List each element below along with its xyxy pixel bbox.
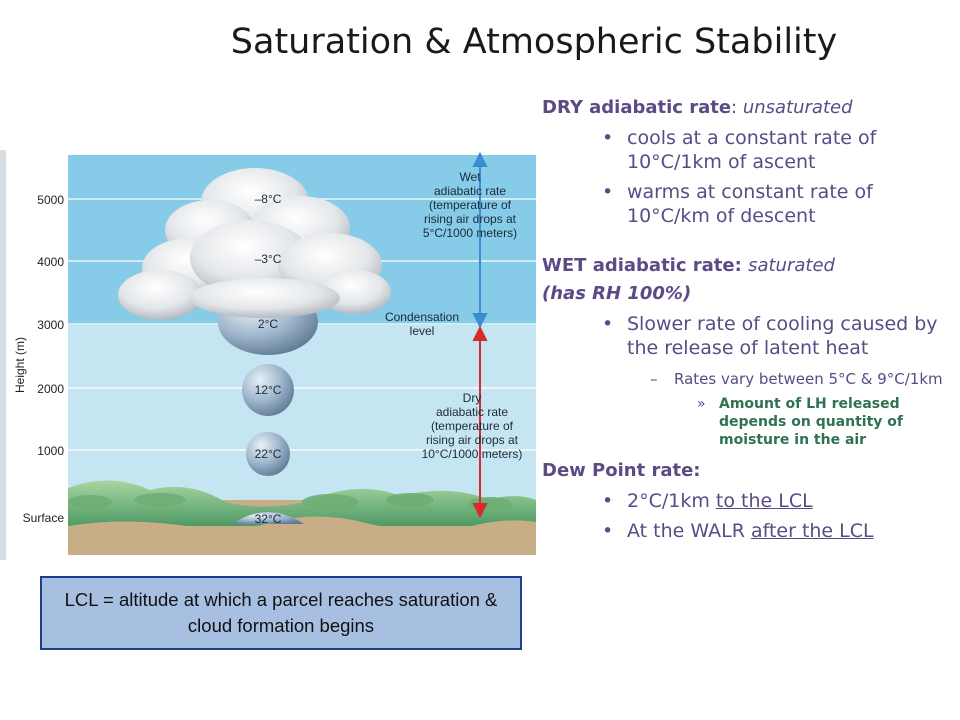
dry-bullet-ascent: • cools at a constant rate of 10°C/1km of ascent: [542, 126, 952, 174]
dew-bullets: [542, 489, 952, 543]
svg-text:(temperature of: (temperature of: [430, 419, 514, 433]
temp-minus8: –8°C: [254, 192, 282, 206]
svg-text:level: level: [409, 324, 435, 338]
wet-bullets: [542, 312, 952, 449]
y-tick-3000: 3000: [37, 318, 64, 332]
temp-12: 12°C: [254, 383, 282, 397]
y-axis-label: Height (m): [13, 336, 27, 394]
svg-text:10°C/1000 meters): 10°C/1000 meters): [421, 447, 523, 461]
svg-text:Condensation: Condensation: [384, 310, 460, 324]
wet-sub-bullet: – Rates vary between 5°C & 9°C/1km: [542, 370, 952, 389]
slide-title: Saturation & Atmospheric Stability: [230, 22, 838, 62]
dry-bullets: [542, 126, 952, 228]
to-the-lcl-link[interactable]: to the LCL: [715, 490, 813, 512]
dew-bullet-1: • 2°C/1km to the LCL: [542, 489, 952, 513]
svg-text:5°C/1000 meters): 5°C/1000 meters): [422, 226, 518, 240]
text-panel: [542, 96, 952, 543]
dry-bullet-descent: • warms at constant rate of 10°C/km of descent: [542, 180, 952, 228]
dew-heading: Dew Point rate:: [542, 460, 701, 481]
svg-text:Wet: Wet: [459, 170, 481, 184]
temp-22: 22°C: [254, 447, 282, 461]
svg-text:(temperature of: (temperature of: [428, 198, 512, 212]
dry-heading: DRY adiabatic rate: unsaturated: [542, 97, 853, 118]
svg-text:adiabatic rate: adiabatic rate: [433, 184, 507, 198]
y-tick-4000: 4000: [37, 255, 64, 269]
wet-bullet: • Slower rate of cooling caused by the release of latent heat: [542, 312, 952, 360]
wet-note: (has RH 100%): [542, 283, 692, 304]
adiabatic-diagram: [0, 150, 540, 560]
axis-gutter: [0, 150, 68, 560]
temp-minus3: –3°C: [254, 252, 282, 266]
lcl-definition-box: LCL = altitude at which a parcel reaches saturation & cloud formation begins: [40, 576, 522, 650]
y-tick-1000: 1000: [37, 444, 64, 458]
after-the-lcl-link[interactable]: after the LCL: [750, 520, 874, 542]
temp-2: 2°C: [257, 317, 279, 331]
wet-subsub-bullet: » Amount of LH released depends on quantity of moisture in the air: [542, 395, 952, 449]
dew-bullet-2: • At the WALR after the LCL: [542, 519, 952, 543]
svg-text:rising air drops at: rising air drops at: [425, 433, 519, 447]
y-tick-surface: Surface: [22, 511, 64, 525]
svg-text:Dry: Dry: [462, 391, 482, 405]
y-tick-2000: 2000: [37, 382, 64, 396]
y-tick-5000: 5000: [37, 193, 64, 207]
svg-text:rising air drops at: rising air drops at: [423, 212, 517, 226]
svg-text:adiabatic rate: adiabatic rate: [435, 405, 509, 419]
wet-heading: WET adiabatic rate: saturated: [542, 255, 835, 276]
temp-32: 32°C: [254, 512, 282, 526]
figure-edge: [0, 150, 6, 560]
